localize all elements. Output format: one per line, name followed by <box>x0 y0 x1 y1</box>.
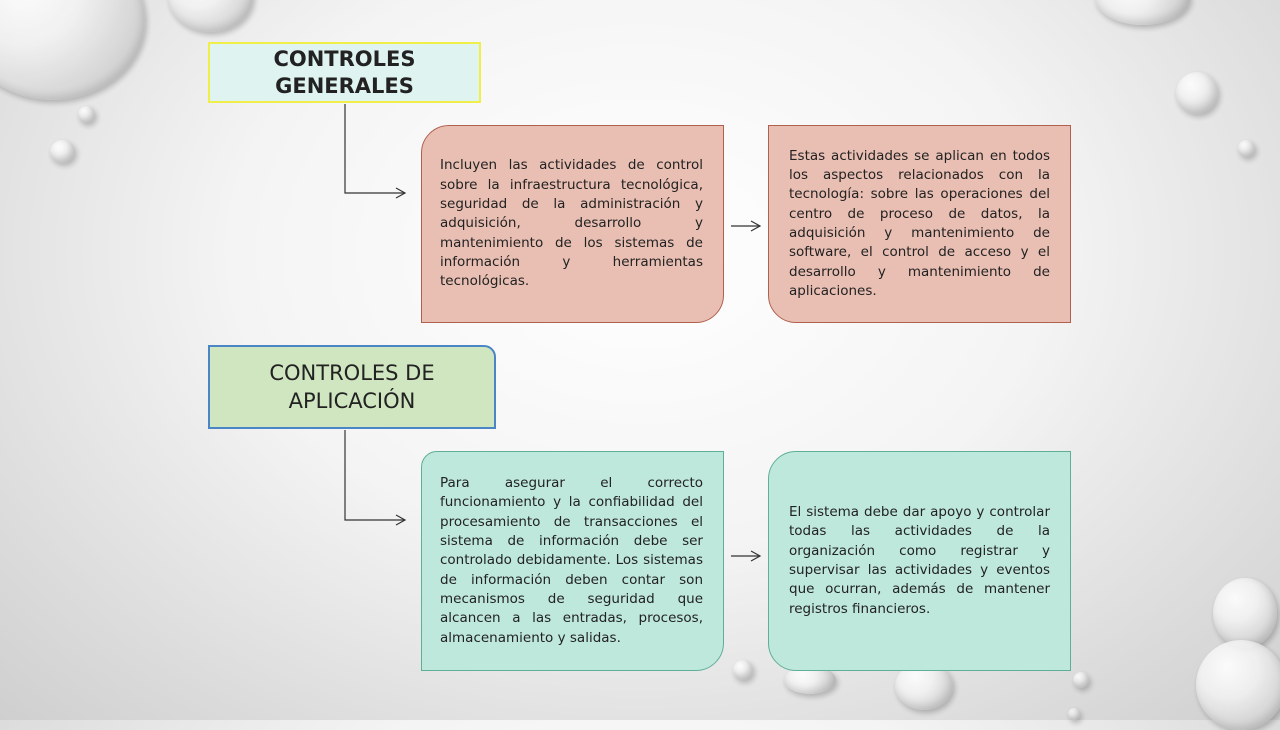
arrowhead <box>396 515 405 525</box>
application-controls-title <box>208 345 496 429</box>
general-controls-description-card <box>421 125 724 323</box>
connector-general-to-description <box>345 104 405 193</box>
general-controls-title <box>208 42 481 103</box>
application-controls-detail-text: El sistema debe dar apoyo y controlar todas las actividades de la organización como registrar y supervisar las actividades y eventos que ocurran, además de mantener registros financieros. <box>789 504 1050 617</box>
application-controls-description-card <box>421 451 724 671</box>
general-controls-detail-card <box>768 125 1071 323</box>
water-drop-decoration <box>50 140 75 163</box>
connector-application-to-description <box>345 430 405 520</box>
water-drop-decoration <box>78 106 95 123</box>
water-drop-decoration <box>1176 72 1218 114</box>
water-drop-decoration <box>733 660 753 680</box>
general-controls-detail-text: Estas actividades se aplican en todos los aspectos relacionados con la tecnología: sobre las operaciones del centro de proceso de datos, la adquisición y mantenimiento de software, el control de acceso y el desarrollo y mantenimiento de aplicaciones. <box>789 147 1050 299</box>
arrowhead <box>751 221 760 231</box>
water-drop-decoration <box>0 0 145 100</box>
water-drop-decoration <box>1196 640 1280 730</box>
water-drop-decoration <box>1213 578 1277 648</box>
general-controls-description-text: Incluyen las actividades de control sobre la infraestructura tecnológica, seguridad de la administración y adquisición, desarrollo y mantenimiento de los sistemas de información y herramientas tecnológicas. <box>440 157 703 290</box>
arrowhead <box>751 551 760 561</box>
water-drop-decoration <box>168 0 253 32</box>
application-controls-title-text: CONTROLES DE APLICACIÓN <box>269 361 435 413</box>
water-drop-decoration <box>1073 672 1089 688</box>
water-drop-decoration <box>1095 0 1190 25</box>
application-controls-detail-card <box>768 451 1071 671</box>
general-controls-title-text: CONTROLES GENERALES <box>273 46 416 98</box>
water-drop-decoration <box>1238 140 1255 157</box>
arrowhead <box>396 188 405 198</box>
application-controls-description-text: Para asegurar el correcto funcionamiento y la confiabilidad del procesamiento de transacciones el sistema de información debe ser controlado debidamente. Los sistemas de información deben contar son mecanismos de seguridad que alcancen a las entradas, procesos, almacenamiento y salidas. <box>440 475 703 646</box>
water-drop-decoration <box>1068 708 1080 720</box>
